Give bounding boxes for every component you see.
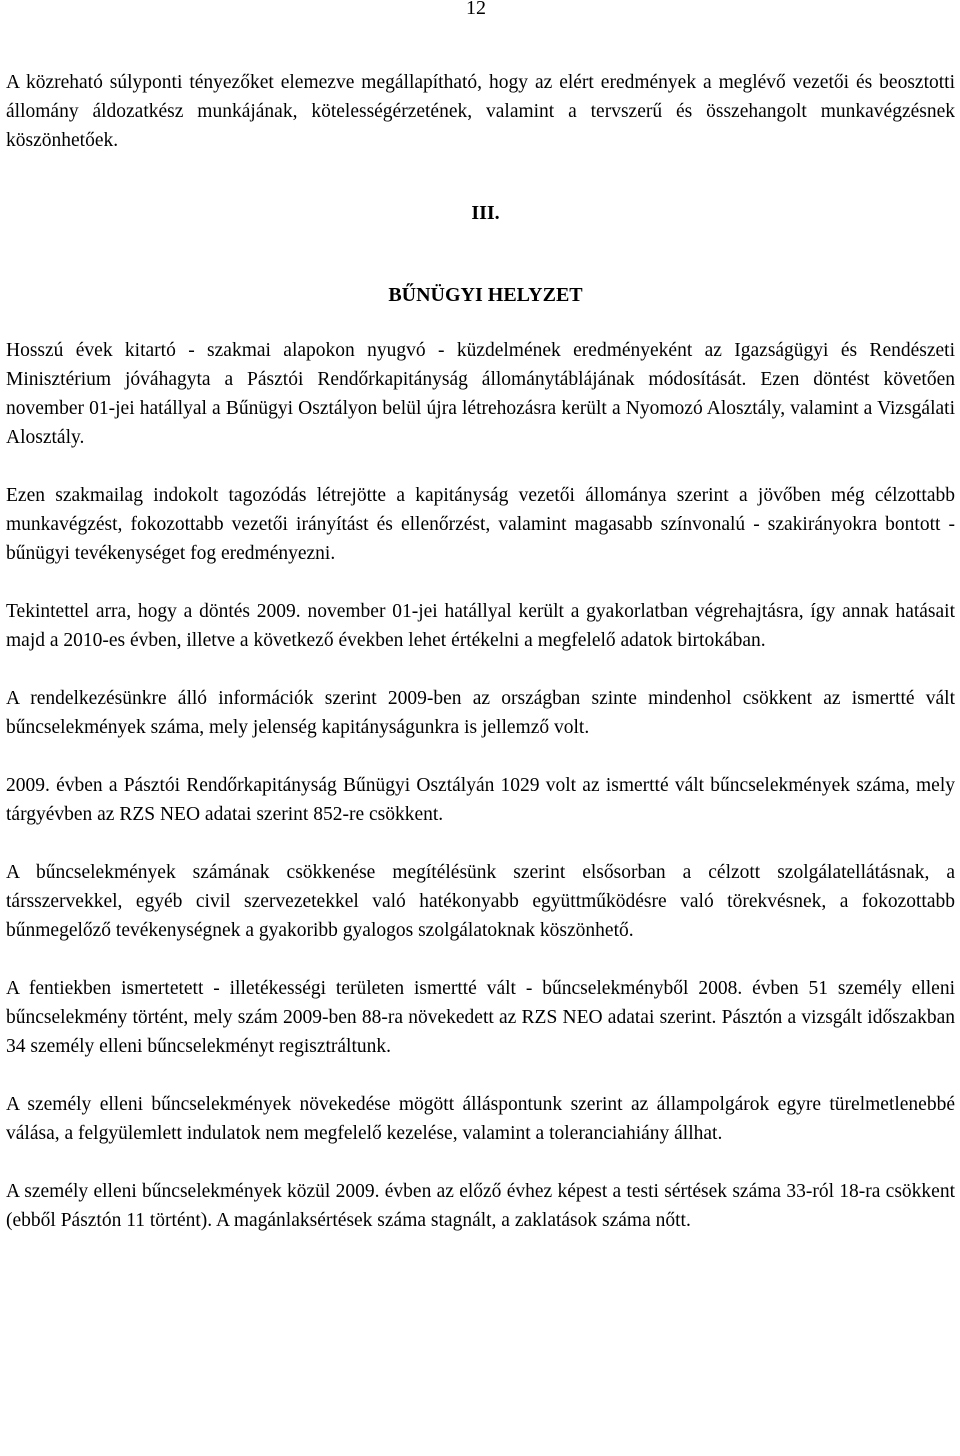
paragraph: A személy elleni bűncselekmények közül 2009. évben az előző évhez képest a testi sértések száma 33-ról 18-ra csökkent (ebből Pásztón 11 történt). A magánlaksértések száma stagnált, a zaklatások száma nőtt. — [6, 1181, 955, 1231]
section-title: BŰNÜGYI HELYZET — [388, 284, 583, 306]
page-number: 12 — [466, 0, 486, 19]
paragraph: A személy elleni bűncselekmények növekedése mögött álláspontunk szerint az állampolgárok egyre türelmetlenebbé válása, a felgyülemlett indulatok nem megfelelő kezelése, valamint a toleranciahiány állhat. — [6, 1094, 955, 1144]
paragraph: Tekintettel arra, hogy a döntés 2009. november 01-jei hatállyal került a gyakorlatban végrehajtásra, így annak hatásait majd a 2010-es évben, illetve a következő években lehet értékelni a megfelelő adatok birtokában. — [6, 601, 955, 651]
paragraph: 2009. évben a Pásztói Rendőrkapitányság Bűnügyi Osztályán 1029 volt az ismertté vált bűncselekmények száma, mely tárgyévben az RZS NEO adatai szerint 852-re csökkent. — [6, 775, 955, 825]
paragraph: A rendelkezésünkre álló információk szerint 2009-ben az országban szinte mindenhol csökkent az ismertté vált bűncselekmények száma, mely jelenség kapitányságunkra is jellemző volt. — [6, 688, 955, 738]
paragraph: A fentiekben ismertetett - illetékességi területen ismertté vált - bűncselekményből 2008. évben 51 személy elleni bűncselekmény történt, mely szám 2009-ben 88-ra növekedett az RZS NEO adatai szerint. Pásztón a vizsgált időszakban 34 személy elleni bűncselekményt regisztráltunk. — [6, 978, 955, 1057]
section-number: III. — [471, 202, 500, 224]
intro-paragraph: A közreható súlyponti tényezőket elemezve megállapítható, hogy az elért eredmények a meglévő vezetői és beosztotti állomány áldozatkész munkájának, kötelességérzetének, valamint a tervszerű és összehangolt munkavégzésnek köszönhetőek. — [6, 72, 955, 151]
paragraph: Hosszú évek kitartó - szakmai alapokon nyugvó - küzdelmének eredményeként az Igazságügyi és Rendészeti Minisztérium jóváhagyta a Pásztói Rendőrkapitányság állománytáblájának módosítását. Ezen döntést követően november 01-jei hatállyal a Bűnügyi Osztályon belül újra létrehozásra került a Nyomozó Alosztály, valamint a Vizsgálati Alosztály. — [6, 340, 955, 448]
paragraph: A bűncselekmények számának csökkenése megítélésünk szerint elsősorban a célzott szolgálatellátásnak, a társszervekkel, egyéb civil szervezetekkel való hatékonyabb együttműködésre való törekvésnek, a fokozottabb bűnmegelőző tevékenységnek a gyakoribb gyalogos szolgálatoknak köszönhető. — [6, 862, 955, 941]
document-body — [6, 68, 955, 1235]
paragraph: Ezen szakmailag indokolt tagozódás létrejötte a kapitányság vezetői állománya szerint a jövőben még célzottabb munkavégzést, fokozottabb vezetői irányítást és ellenőrzést, valamint magasabb színvonalú - szakirányokra bontott - bűnügyi tevékenységet fog eredményezni. — [6, 485, 955, 564]
